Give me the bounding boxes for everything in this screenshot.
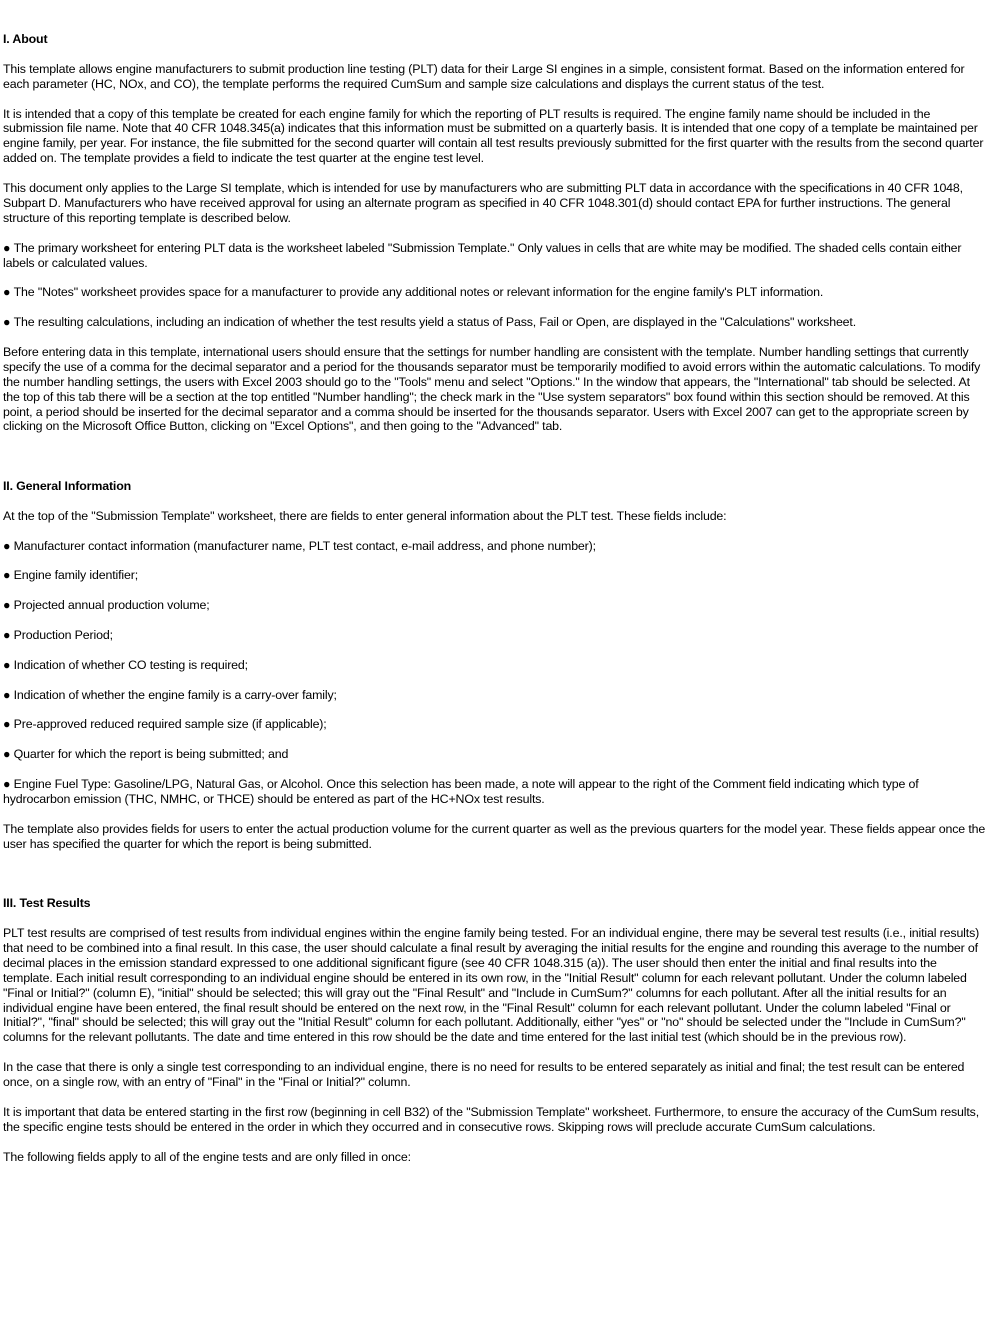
general-info-bullet-production-volume: ● Projected annual production volume; (3, 598, 987, 613)
about-paragraph-2: It is intended that a copy of this template be created for each engine family for which the reporting of PLT results is required. The engine family name should be included in the submission file name. Note that 40 CFR 1048.345(a) indicates that this information must be submitted on a quarterly basis. It is intended that one copy of a template be maintained per engine family, per year. For instance, the file submitted for the second quarter will contain all test results previously submitted for the first quarter with the results from the second quarter added on. The template provides a field to indicate the test quarter at the engine test level. (3, 106, 984, 166)
general-info-bullet-quarter: ● Quarter for which the report is being submitted; and (3, 747, 987, 762)
test-results-paragraph-4: The following fields apply to all of the engine tests and are only filled in once: (3, 1149, 411, 1164)
section-heading-about: I. About (3, 32, 48, 46)
section-spacer (3, 866, 987, 896)
about-paragraph-1: This template allows engine manufacturers to submit production line testing (PLT) data for their Large SI engines in a simple, consistent format. Based on the information entered for each parameter (HC, NOx, and CO), the template performs the required CumSum and sample size calculations and displays the current status of the test. (3, 61, 965, 91)
test-results-paragraph-1: PLT test results are comprised of test results from individual engines within the engine family being tested. For an individual engine, there may be several test results (i.e., initial results) that need to be combined into a final result. In this case, the user should calculate a final result by averaging the initial results for the engine and rounding this average to the number of decimal places in the emission standard expressed to one additional significant figure (see 40 CFR 1048.315 (a)). The user should then enter the initial and final results into the template. Each initial result corresponding to an individual engine should be entered in its own row, in the "Initial Result" column for each relevant pollutant. Under the column labeled "Final or Initial?" (column E), "initial" should be selected; this will gray out the "Final Result" and "Include in CumSum?" columns for each pollutant. After all the initial results for an individual engine have been entered, the final result should be entered on the next row, in the "Final Result" column for each relevant pollutant. Under the column labeled "Final or Initial?", "final" should be selected; this will gray out the "Initial Result" column for each pollutant. Additionally, either "yes" or "no" should be selected under the "Include in CumSum?" columns for the relevant pollutants. The date and time entered in this row should be the date and time entered for the last initial test (which should be in the previous row). (3, 926, 980, 1045)
about-bullet-notes: ● The "Notes" worksheet provides space for a manufacturer to provide any additional notes or relevant information for the engine family's PLT information. (3, 285, 987, 300)
about-bullet-calculations: ● The resulting calculations, including an indication of whether the test results yield a status of Pass, Fail or Open, are displayed in the "Calculations" worksheet. (3, 315, 987, 330)
general-info-bullet-production-period: ● Production Period; (3, 628, 987, 643)
about-paragraph-3: This document only applies to the Large SI template, which is intended for use by manufacturers who are submitting PLT data in accordance with the specifications in 40 CFR 1048, Subpart D. Manufacturers who have received approval for using an alternate program as specified in 40 CFR 1048.301(d) should contact EPA for further instructions. The general structure of this reporting template is described below. (3, 181, 963, 225)
general-info-bullet-sample-size: ● Pre-approved reduced required sample size (if applicable); (3, 717, 987, 732)
section-heading-general-information: II. General Information (3, 479, 132, 494)
section-heading-test-results: III. Test Results (3, 896, 91, 911)
about-paragraph-4: Before entering data in this template, international users should ensure that the settings for number handling are consistent with the template. Number handling settings that currently specify the use of a comma for the decimal separator and a period for the thousands separator must be temporarily modified to avoid errors within the automatic calculations. To modify the number handling settings, the users with Excel 2003 should go to the "Tools" menu and select "Options." In the window that appears, the "International" tab should be selected. At the top of this tab there will be a section at the top entitled "Number handling"; the check mark in the "Use system separators" box found within this section should be removed. At this point, a period should be inserted for the decimal separator and a comma should be inserted for the thousands separator. Users with Excel 2007 can get to the appropriate screen by clicking on the Microsoft Office Button, clicking on "Excel Options", and then going to the "Advanced" tab. (3, 344, 981, 434)
about-bullet-submission-template: ● The primary worksheet for entering PLT data is the worksheet labeled "Submission Template." Only values in cells that are white may be modified. The shaded cells contain either labels or calculated values. (3, 241, 987, 271)
general-info-bullet-family-id: ● Engine family identifier; (3, 568, 987, 583)
general-info-intro: At the top of the "Submission Template" worksheet, there are fields to enter general information about the PLT test. These fields include: (3, 508, 727, 523)
general-info-bullet-co-testing: ● Indication of whether CO testing is required; (3, 658, 987, 673)
document-body (3, 32, 987, 1179)
general-info-bullet-contact: ● Manufacturer contact information (manufacturer name, PLT test contact, e-mail address, and phone number); (3, 539, 987, 554)
general-info-closing: The template also provides fields for users to enter the actual production volume for the current quarter as well as the previous quarters for the model year. These fields appear once the user has specified the quarter for which the report is being submitted. (3, 821, 986, 851)
test-results-paragraph-2: In the case that there is only a single test corresponding to an individual engine, there is no need for results to be entered separately as initial and final; the test result can be entered once, on a single row, with an entry of "Final" in the "Final or Initial?" column. (3, 1060, 965, 1090)
section-spacer (3, 449, 987, 479)
general-info-bullet-fuel-type: ● Engine Fuel Type: Gasoline/LPG, Natural Gas, or Alcohol. Once this selection has been made, a note will appear to the right of the Comment field indicating which type of hydrocarbon emission (THC, NMHC, or THCE) should be entered as part of the HC+NOx test results. (3, 777, 987, 807)
test-results-paragraph-3: It is important that data be entered starting in the first row (beginning in cell B32) of the "Submission Template" worksheet. Furthermore, to ensure the accuracy of the CumSum results, the specific engine tests should be entered in the order in which they occurred and in consecutive rows. Skipping rows will preclude accurate CumSum calculations. (3, 1104, 979, 1134)
general-info-bullet-carry-over: ● Indication of whether the engine family is a carry-over family; (3, 688, 987, 703)
